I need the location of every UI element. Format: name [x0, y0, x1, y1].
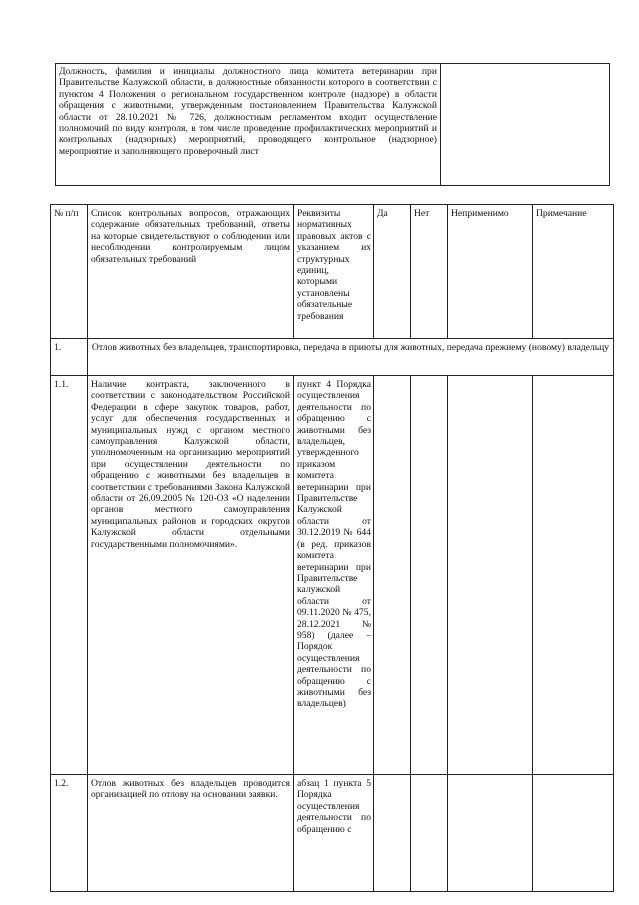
- header-requisites: [294, 205, 374, 339]
- header-note: Примечание: [533, 205, 614, 339]
- row-requisites-text: пункт 4 Порядка осуществления деятельности по обращению с животными без владельцев, утвержденного приказом комитета ветеринарии при Правительстве Калужской области от 30.12.2019 № 644 (в ред. приказов комитета ветеринарии при Правительстве калужской области от 09.11.2020 № 475, 28.12.2021 № 958) (далее – Порядок осуществления деятельности по обращению с животными без владельцев): [297, 379, 371, 710]
- row-not-applicable-cell[interactable]: [448, 775, 533, 892]
- row-requisites: [294, 775, 374, 892]
- row-requisites: [294, 376, 374, 775]
- row-question: Отлов животных без владельцев проводится организацией по отлову на основании заявки.: [88, 775, 294, 892]
- checklist-table: [50, 204, 614, 892]
- row-no-cell[interactable]: [411, 376, 448, 775]
- row-yes-cell[interactable]: [374, 376, 411, 775]
- table-row: [51, 775, 614, 892]
- table-header-row: [51, 205, 614, 339]
- inspector-info-label: Должность, фамилия и инициалы должностного лица комитета ветеринарии при Правительстве Калужской области, в должностные обязанности которого в соответствии с пунктом 4 Положения о региональном государственном контроле (надзоре) в области обращения с животными, утвержденным постановлением Правительства Калужской области от 28.10.2021 № 726, должностным регламентом входит осуществление полномочий по виду контроля, в том числе проведение профилактических мероприятий и контрольных (надзорных) мероприятий, проводящего контрольное (надзорное) мероприятие и заполняющего проверочный лист: [56, 64, 441, 185]
- row-num: 1.1.: [51, 376, 88, 775]
- header-num: № п/п: [51, 205, 88, 339]
- row-requisites-text: абзац 1 пункта 5 Порядка осуществления деятельности по обращению с: [297, 778, 371, 835]
- row-no-cell[interactable]: [411, 775, 448, 892]
- header-question-list: Список контрольных вопросов, отражающих содержание обязательных требований, ответы на которые свидетельствуют о соблюдении или несоблюдении контролируемым лицом обязательных требований: [88, 205, 294, 339]
- row-not-applicable-cell[interactable]: [448, 376, 533, 775]
- header-not-applicable: Неприменимо: [448, 205, 533, 339]
- section-title: Отлов животных без владельцев, транспортировка, передача в приюты для животных, передача прежнему (новому) владельцу: [88, 339, 614, 376]
- inspector-info-box: [55, 63, 610, 186]
- row-note-cell[interactable]: [533, 376, 614, 775]
- row-num: 1.2.: [51, 775, 88, 892]
- row-yes-cell[interactable]: [374, 775, 411, 892]
- inspector-info-field[interactable]: [441, 64, 609, 185]
- section-row: [51, 339, 614, 376]
- header-yes: Да: [374, 205, 411, 339]
- header-requisites-text: Реквизиты нормативных правовых актов с указанием их структурных единиц, которыми установлены обязательные требования: [297, 208, 371, 322]
- table-row: [51, 376, 614, 775]
- section-num: 1.: [51, 339, 88, 376]
- row-question: Наличие контракта, заключенного в соответствии с законодательством Российской Федерации в сфере закупок товаров, работ, услуг для обеспечения государственных и муниципальных нужд с органом местного самоуправления Калужской области, уполномоченным на организацию мероприятий при осуществлении деятельности по обращению с животными без владельцев в соответствии с требованиями Закона Калужской области от 26.09.2005 № 120-ОЗ «О наделении органов местного самоуправления муниципальных районов и городских округов Калужской области отдельными государственными полномочиями».: [88, 376, 294, 775]
- header-no: Нет: [411, 205, 448, 339]
- row-note-cell[interactable]: [533, 775, 614, 892]
